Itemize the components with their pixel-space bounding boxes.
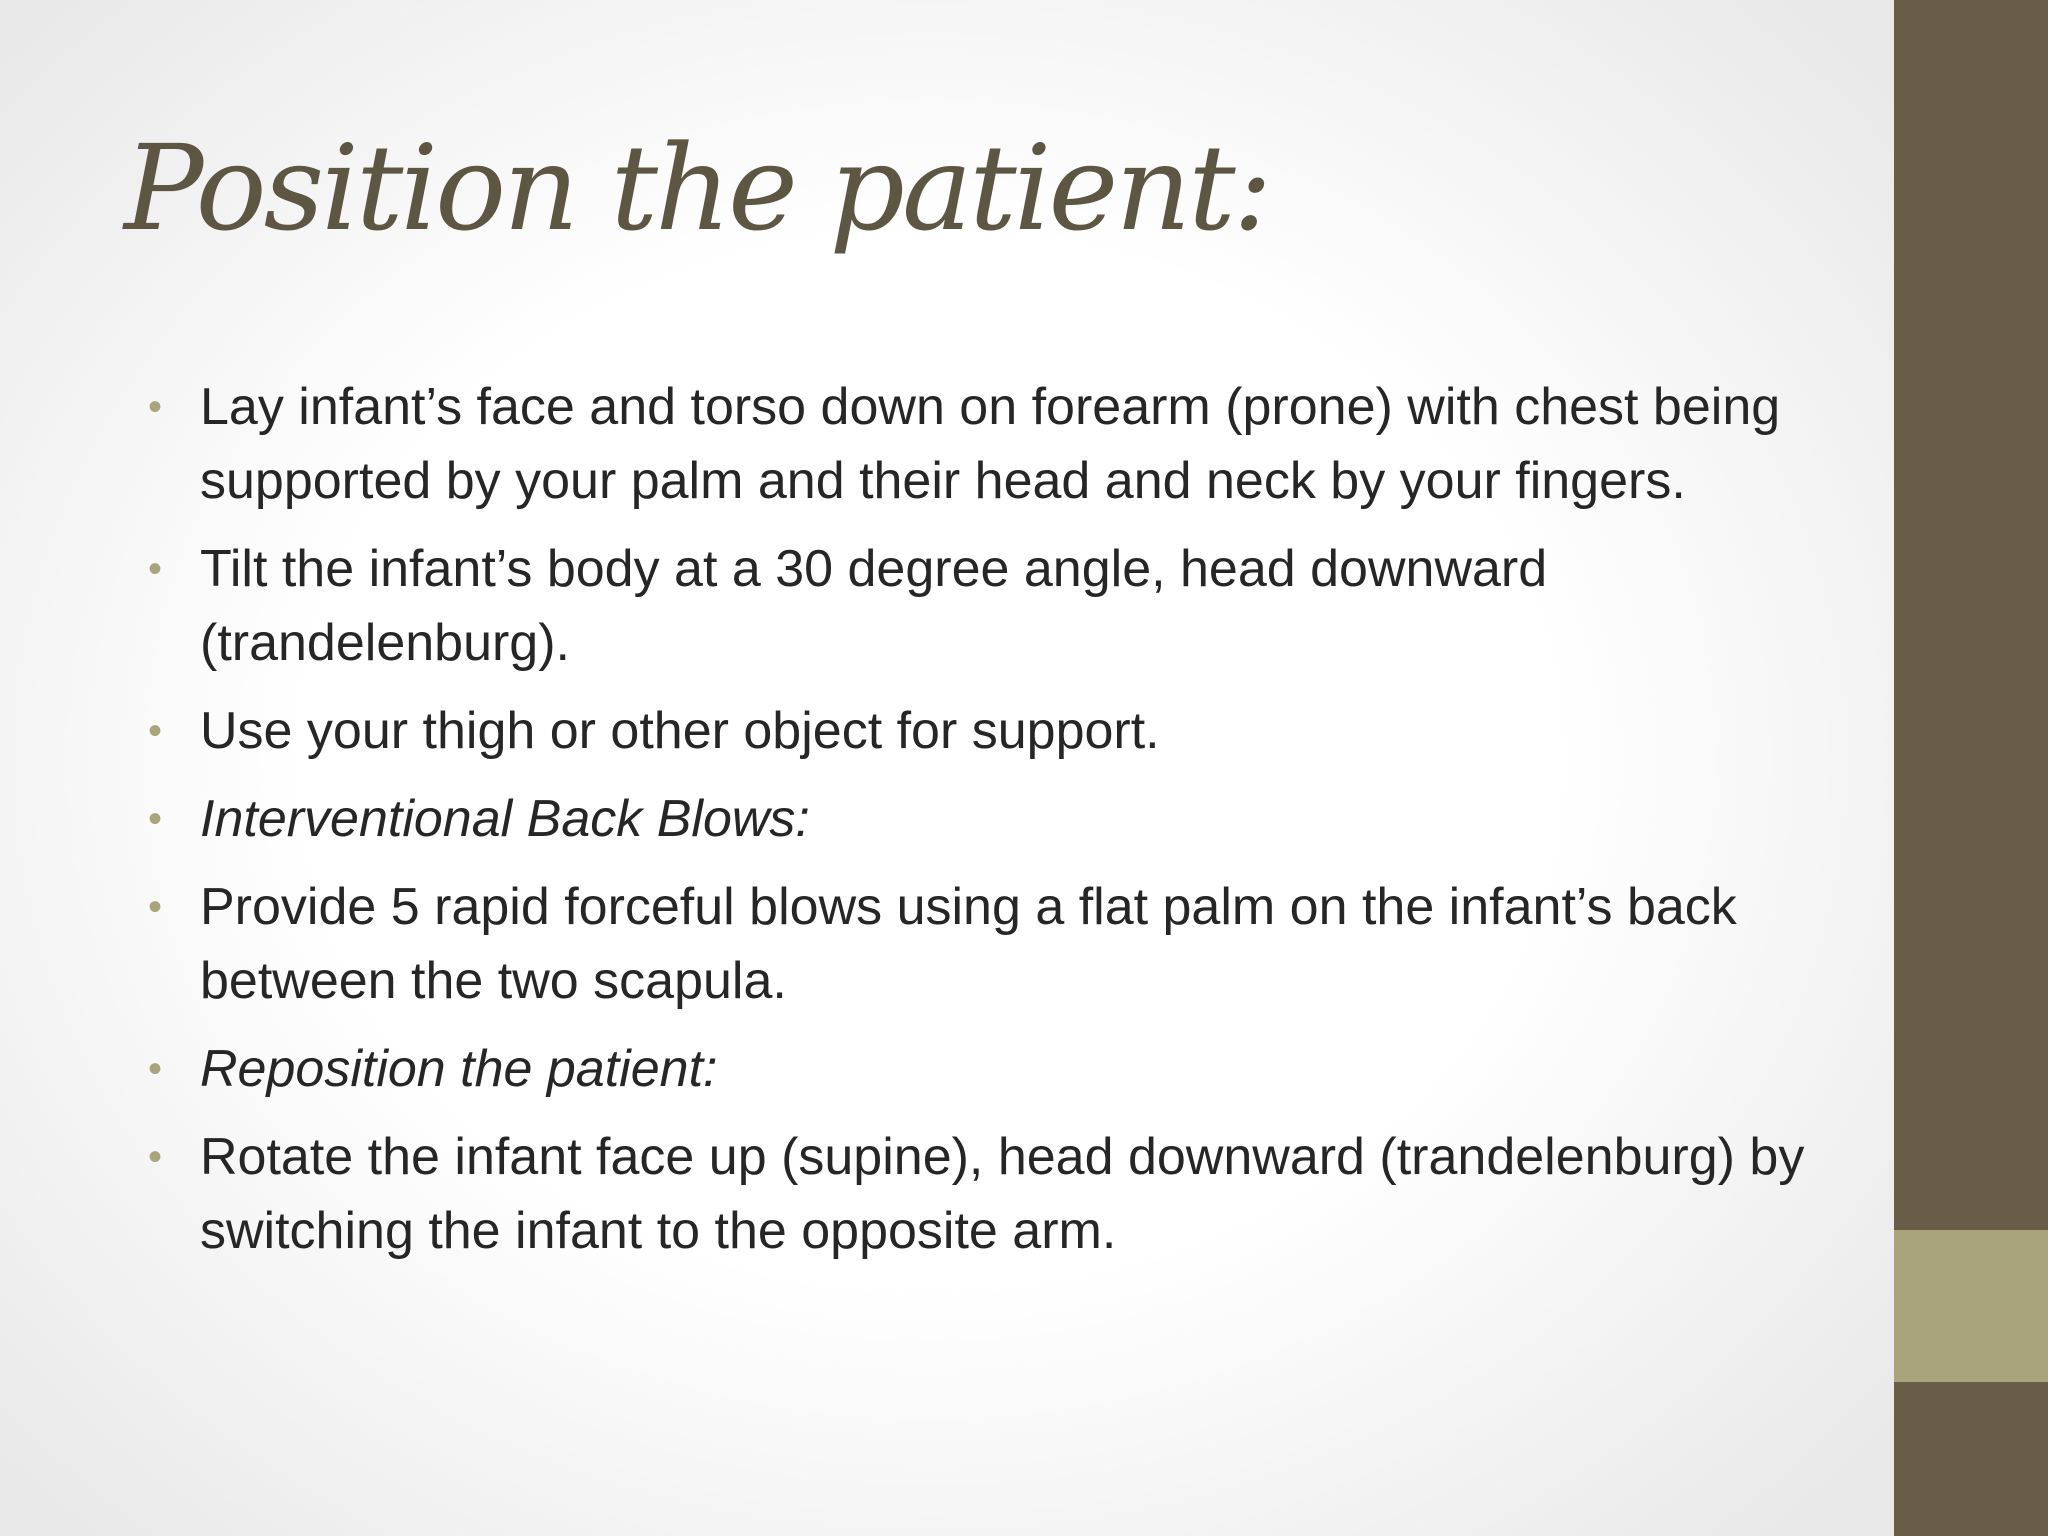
bullet-icon: • [148,885,163,929]
bullet-item [148,532,1808,680]
bullet-text: Rotate the infant face up (supine), head downward (trandelenburg) by switching the infant to the opposite arm. [200,1128,1805,1260]
bullet-text: Interventional Back Blows: [200,790,810,848]
bullet-icon: • [148,1135,163,1179]
side-bar-accent [1894,1230,2048,1382]
bullet-icon: • [148,797,163,841]
slide-title: Position the patient: [124,119,1270,257]
bullet-item [148,1120,1808,1268]
bullet-text: Use your thigh or other object for support. [200,702,1160,760]
bullet-text: Provide 5 rapid forceful blows using a flat palm on the infant’s back between the two scapula. [200,878,1737,1010]
bullet-item [148,870,1808,1018]
bullet-text: Lay infant’s face and torso down on forearm (prone) with chest being supported by your palm and their head and neck by your fingers. [200,378,1781,510]
bullet-text: Tilt the infant’s body at a 30 degree angle, head downward (trandelenburg). [200,540,1548,672]
bullet-icon: • [148,547,163,591]
bullet-icon: • [148,1047,163,1091]
bullet-icon: • [148,709,163,753]
bullet-item [148,1032,1808,1106]
bullet-item [148,782,1808,856]
bullet-item [148,370,1808,518]
bullet-text: Reposition the patient: [200,1040,718,1098]
bullet-list [148,370,1808,1282]
bullet-icon: • [148,385,163,429]
bullet-item [148,694,1808,768]
